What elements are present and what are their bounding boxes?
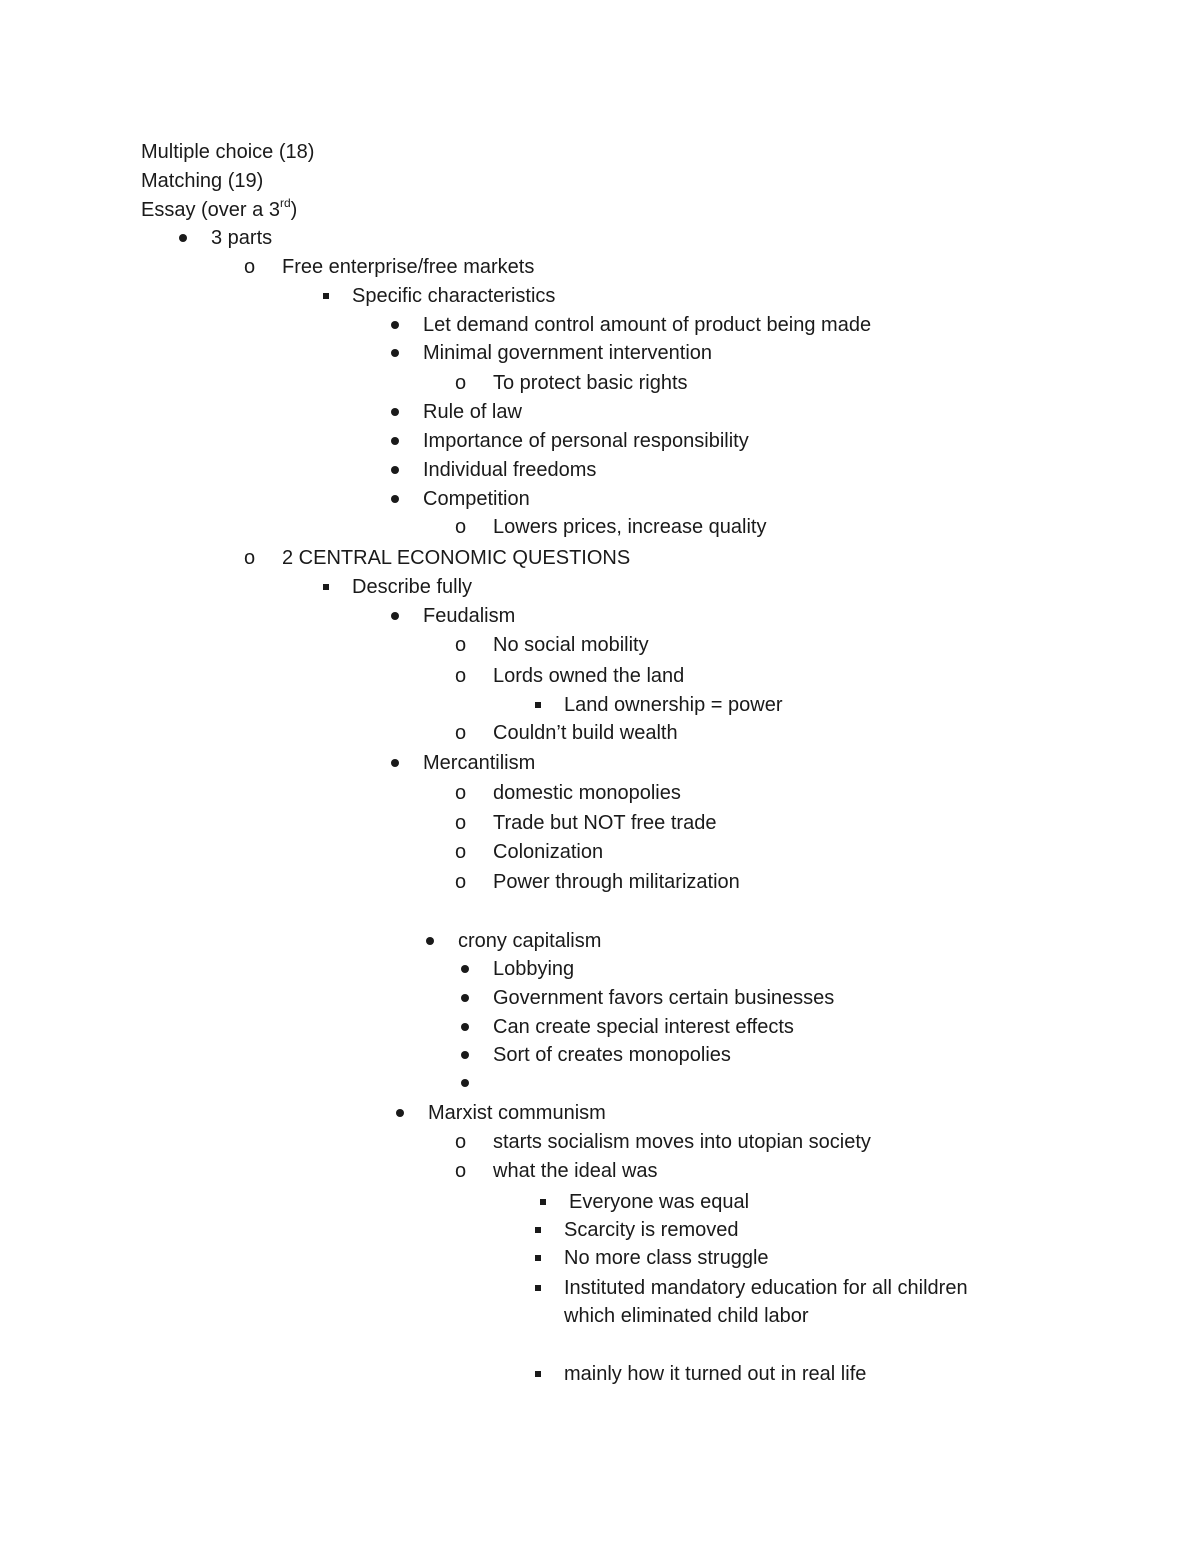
disc-bullet-icon: [386, 338, 406, 368]
line-text: Power through militarization: [493, 871, 740, 893]
outline-text: [564, 1215, 739, 1245]
line-text: 2 CENTRAL ECONOMIC QUESTIONS: [282, 547, 631, 569]
outline-line: [0, 166, 1200, 196]
outline-line: [0, 601, 1200, 631]
outline-line: [0, 1127, 1200, 1157]
outline-text: [564, 1273, 968, 1303]
outline-line: [0, 1040, 1200, 1070]
outline-text: [423, 601, 515, 631]
circle-bullet-icon: o: [455, 871, 467, 893]
line-text: Colonization: [493, 841, 604, 863]
disc-bullet-icon: [456, 1068, 476, 1098]
line-text: Marxist communism: [428, 1102, 606, 1124]
outline-line: [0, 1187, 1200, 1217]
circle-bullet-icon: o: [455, 665, 467, 687]
disc-bullet-icon: [456, 1012, 476, 1042]
line-text: Feudalism: [423, 605, 516, 627]
outline-text: [493, 778, 681, 808]
outline-text: [423, 426, 749, 456]
line-text: Instituted mandatory education for all children: [564, 1277, 968, 1299]
disc-bullet-icon: [456, 1040, 476, 1070]
line-text: Trade but NOT free trade: [493, 812, 717, 834]
outline-text: [564, 690, 782, 720]
disc-bullet-icon: [386, 455, 406, 485]
line-text: mainly how it turned out in real life: [564, 1363, 867, 1385]
line-text: Specific characteristics: [352, 285, 556, 307]
line-text: No social mobility: [493, 634, 649, 656]
line-text: starts socialism moves into utopian society: [493, 1131, 871, 1153]
outline-line: [0, 1243, 1200, 1273]
circle-bullet-icon: o: [455, 841, 467, 863]
outline-line: [0, 484, 1200, 514]
outline-text: [423, 748, 535, 778]
outline-line: [0, 455, 1200, 485]
line-text: No more class struggle: [564, 1247, 769, 1269]
circle-bullet-icon: o: [455, 1160, 467, 1182]
line-text: crony capitalism: [458, 930, 602, 952]
outline-text: [423, 310, 871, 340]
outline-text: [423, 484, 530, 514]
outline-text: [423, 338, 712, 368]
outline-line: [0, 137, 1200, 167]
outline-line: [0, 778, 1200, 808]
outline-line: [0, 748, 1200, 778]
line-text: 3 parts: [211, 227, 273, 249]
outline-line: [0, 926, 1200, 956]
outline-text: [493, 1040, 731, 1070]
line-text: Couldn’t build wealth: [493, 722, 678, 744]
outline-line: [0, 867, 1200, 897]
line-text: Importance of personal responsibility: [423, 430, 749, 452]
square-bullet-icon: [529, 1273, 549, 1303]
outline-text: [211, 223, 272, 253]
square-bullet-icon: [529, 690, 549, 720]
circle-bullet-icon: o: [244, 547, 256, 569]
disc-bullet-icon: [391, 1098, 411, 1128]
outline-text: [493, 867, 740, 897]
outline-text: [493, 630, 649, 660]
outline-line: [0, 512, 1200, 542]
circle-bullet-icon: o: [455, 812, 467, 834]
outline-text: [493, 1127, 871, 1157]
line-text: which eliminated child labor: [564, 1305, 809, 1327]
outline-line: [0, 1359, 1200, 1389]
disc-bullet-icon: [386, 397, 406, 427]
line-text: Sort of creates monopolies: [493, 1044, 731, 1066]
outline-line: [0, 426, 1200, 456]
outline-line: [0, 1301, 1200, 1331]
circle-bullet-icon: o: [455, 516, 467, 538]
outline-line: [0, 1098, 1200, 1128]
outline-line: [0, 837, 1200, 867]
outline-line: [0, 543, 1200, 573]
outline-text: [493, 983, 834, 1013]
disc-bullet-icon: [174, 223, 194, 253]
outline-line: [0, 690, 1200, 720]
outline-text: [493, 1156, 658, 1186]
line-text: Government favors certain businesses: [493, 987, 835, 1009]
square-bullet-icon: [529, 1215, 549, 1245]
outline-line: [0, 661, 1200, 691]
outline-line: [0, 281, 1200, 311]
outline-line: [0, 954, 1200, 984]
outline-line: [0, 718, 1200, 748]
line-text: Essay (over a 3: [141, 199, 280, 221]
outline-line: [0, 572, 1200, 602]
circle-bullet-icon: o: [455, 372, 467, 394]
trailing-text: ): [290, 199, 298, 221]
line-text: Lobbying: [493, 958, 575, 980]
outline-text: [352, 572, 472, 602]
outline-text: [428, 1098, 606, 1128]
outline-text: [493, 368, 688, 398]
line-text: Lowers prices, increase quality: [493, 516, 767, 538]
line-text: Rule of law: [423, 401, 522, 423]
outline-line: [0, 310, 1200, 340]
outline-text: [493, 512, 766, 542]
outline-text: [458, 926, 601, 956]
disc-bullet-icon: [386, 310, 406, 340]
circle-bullet-icon: o: [455, 1131, 467, 1153]
line-text: Mercantilism: [423, 752, 536, 774]
line-text: Describe fully: [352, 576, 473, 598]
outline-line: [0, 338, 1200, 368]
outline-text: [282, 543, 630, 573]
line-text: Can create special interest effects: [493, 1016, 794, 1038]
disc-bullet-icon: [456, 954, 476, 984]
outline-text: [141, 137, 314, 167]
square-bullet-icon: [534, 1187, 554, 1217]
square-bullet-icon: [529, 1359, 549, 1389]
outline-line: [0, 195, 1200, 225]
outline-text: [493, 808, 716, 838]
square-bullet-icon: [317, 281, 337, 311]
line-text: Scarcity is removed: [564, 1219, 739, 1241]
line-text: Lords owned the land: [493, 665, 685, 687]
disc-bullet-icon: [456, 983, 476, 1013]
outline-text: [141, 166, 263, 196]
line-text: Matching (19): [141, 170, 264, 192]
disc-bullet-icon: [386, 748, 406, 778]
outline-text: [282, 252, 534, 282]
outline-text: [564, 1301, 809, 1331]
outline-text: [564, 1359, 866, 1389]
line-text: Individual freedoms: [423, 459, 597, 481]
outline-text: [564, 1243, 769, 1273]
disc-bullet-icon: [386, 426, 406, 456]
outline-line: [0, 630, 1200, 660]
outline-text: [352, 281, 555, 311]
outline-line: [0, 368, 1200, 398]
line-text: Multiple choice (18): [141, 141, 315, 163]
outline-line: [0, 397, 1200, 427]
outline-line: [0, 1012, 1200, 1042]
square-bullet-icon: [317, 572, 337, 602]
line-text: Land ownership = power: [564, 694, 783, 716]
line-text: Let demand control amount of product being made: [423, 314, 872, 336]
line-text: Minimal government intervention: [423, 342, 713, 364]
disc-bullet-icon: [421, 926, 441, 956]
outline-text: [493, 661, 684, 691]
line-text: what the ideal was: [493, 1160, 658, 1182]
outline-text: [493, 954, 574, 984]
circle-bullet-icon: o: [455, 782, 467, 804]
outline-text: [423, 397, 522, 427]
outline-line: [0, 1068, 1200, 1098]
outline-line: [0, 252, 1200, 282]
square-bullet-icon: [529, 1243, 549, 1273]
circle-bullet-icon: o: [244, 256, 256, 278]
superscript-text: rd: [279, 196, 291, 210]
outline-text: [423, 455, 596, 485]
line-text: Free enterprise/free markets: [282, 256, 535, 278]
line-text: To protect basic rights: [493, 372, 688, 394]
outline-line: [0, 1273, 1200, 1303]
outline-line: [0, 1156, 1200, 1186]
circle-bullet-icon: o: [455, 634, 467, 656]
line-text: Competition: [423, 488, 530, 510]
outline-text: [493, 837, 603, 867]
outline-text: [493, 718, 678, 748]
outline-line: [0, 808, 1200, 838]
line-text: domestic monopolies: [493, 782, 681, 804]
disc-bullet-icon: [386, 601, 406, 631]
disc-bullet-icon: [386, 484, 406, 514]
circle-bullet-icon: o: [455, 722, 467, 744]
outline-line: [0, 1215, 1200, 1245]
outline-text: [493, 1012, 794, 1042]
outline-text: [569, 1187, 749, 1217]
outline-text: [141, 195, 297, 225]
outline-line: [0, 983, 1200, 1013]
outline-line: [0, 223, 1200, 253]
line-text: Everyone was equal: [569, 1191, 750, 1213]
